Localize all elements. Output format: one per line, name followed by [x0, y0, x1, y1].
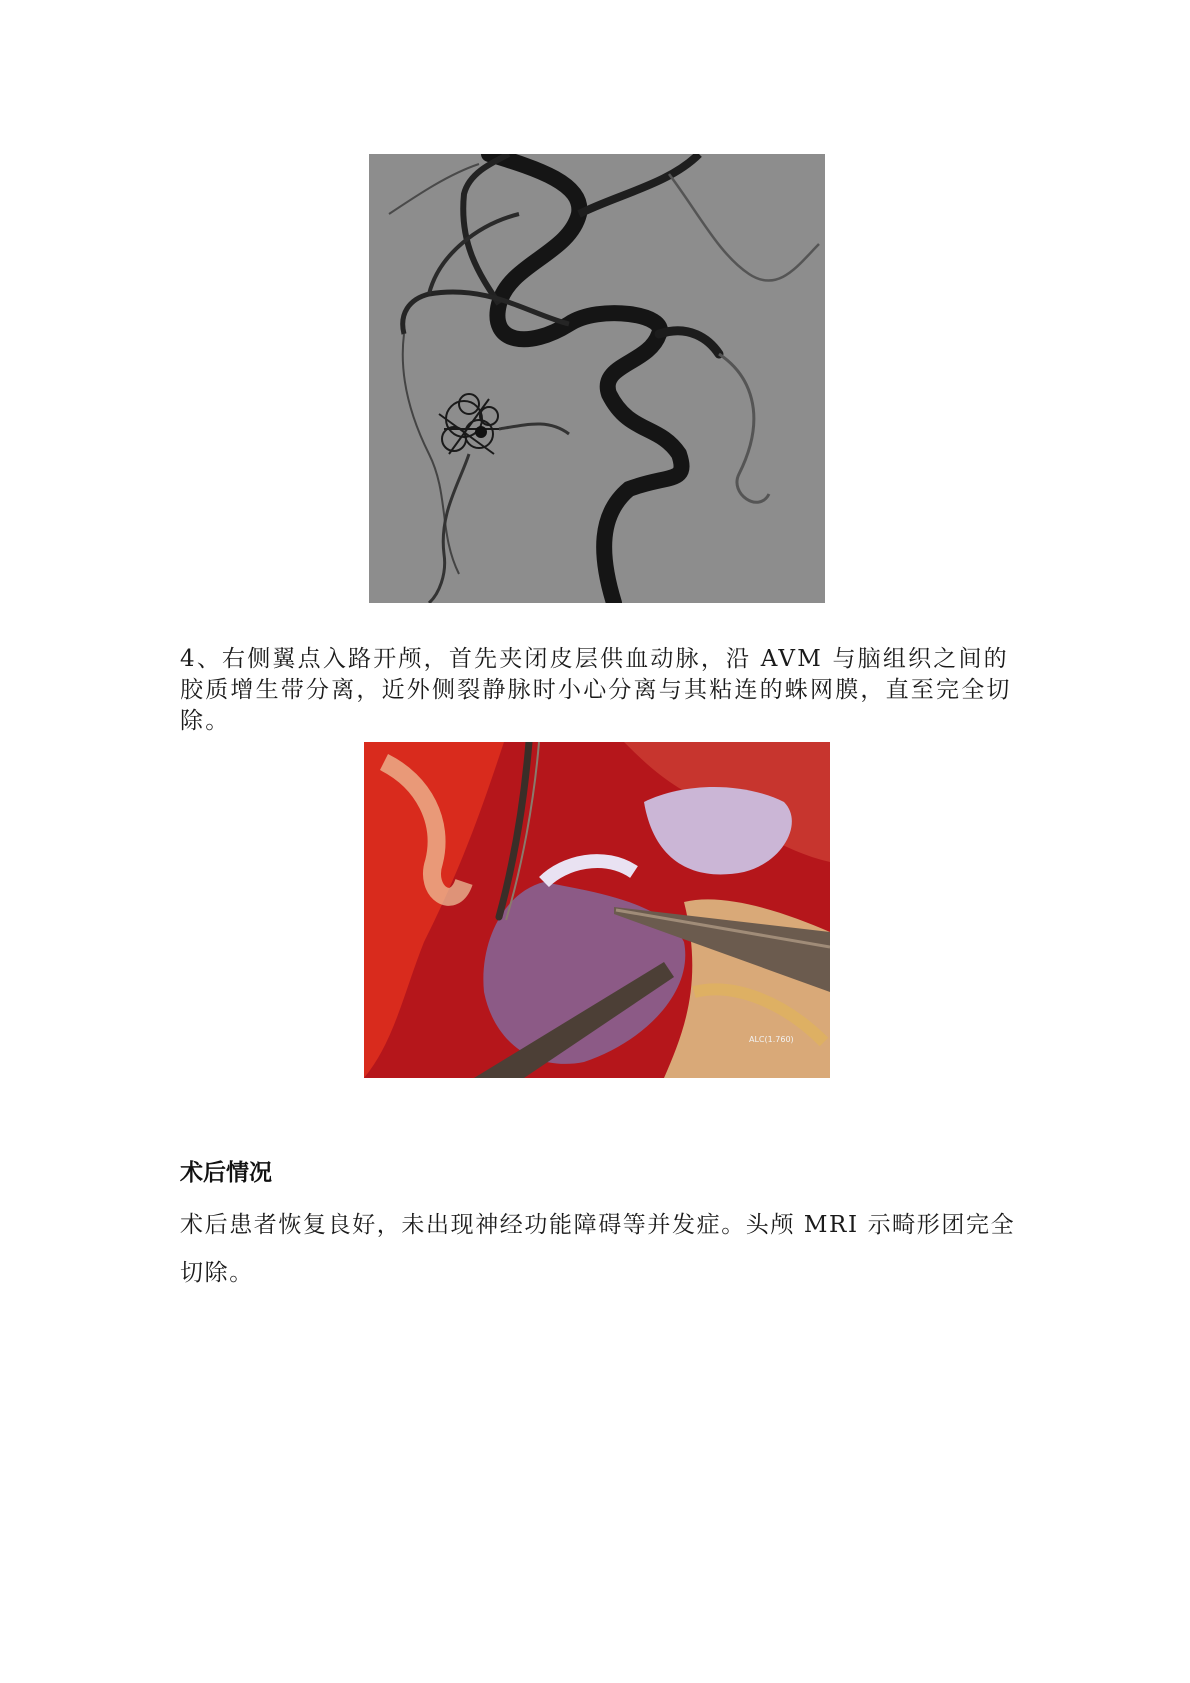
surgical-photo-illustration [364, 742, 830, 1078]
postop-heading: 术后情况 [180, 1160, 272, 1186]
photo-watermark: ALC(1.760) [749, 1035, 794, 1044]
surgical-photo [364, 742, 830, 1078]
angiogram-illustration [369, 154, 825, 603]
postop-paragraph: 术后患者恢复良好，未出现神经功能障碍等并发症。头颅 MRI 示畸形团完全切除。 [180, 1212, 1016, 1286]
step4-paragraph: 4、右侧翼点入路开颅，首先夹闭皮层供血动脉，沿 AVM 与脑组织之间的胶质增生带分离，近外侧裂静脉时小心分离与其粘连的蛛网膜，直至完全切除。 [180, 646, 1012, 734]
angiogram-image [369, 154, 825, 603]
